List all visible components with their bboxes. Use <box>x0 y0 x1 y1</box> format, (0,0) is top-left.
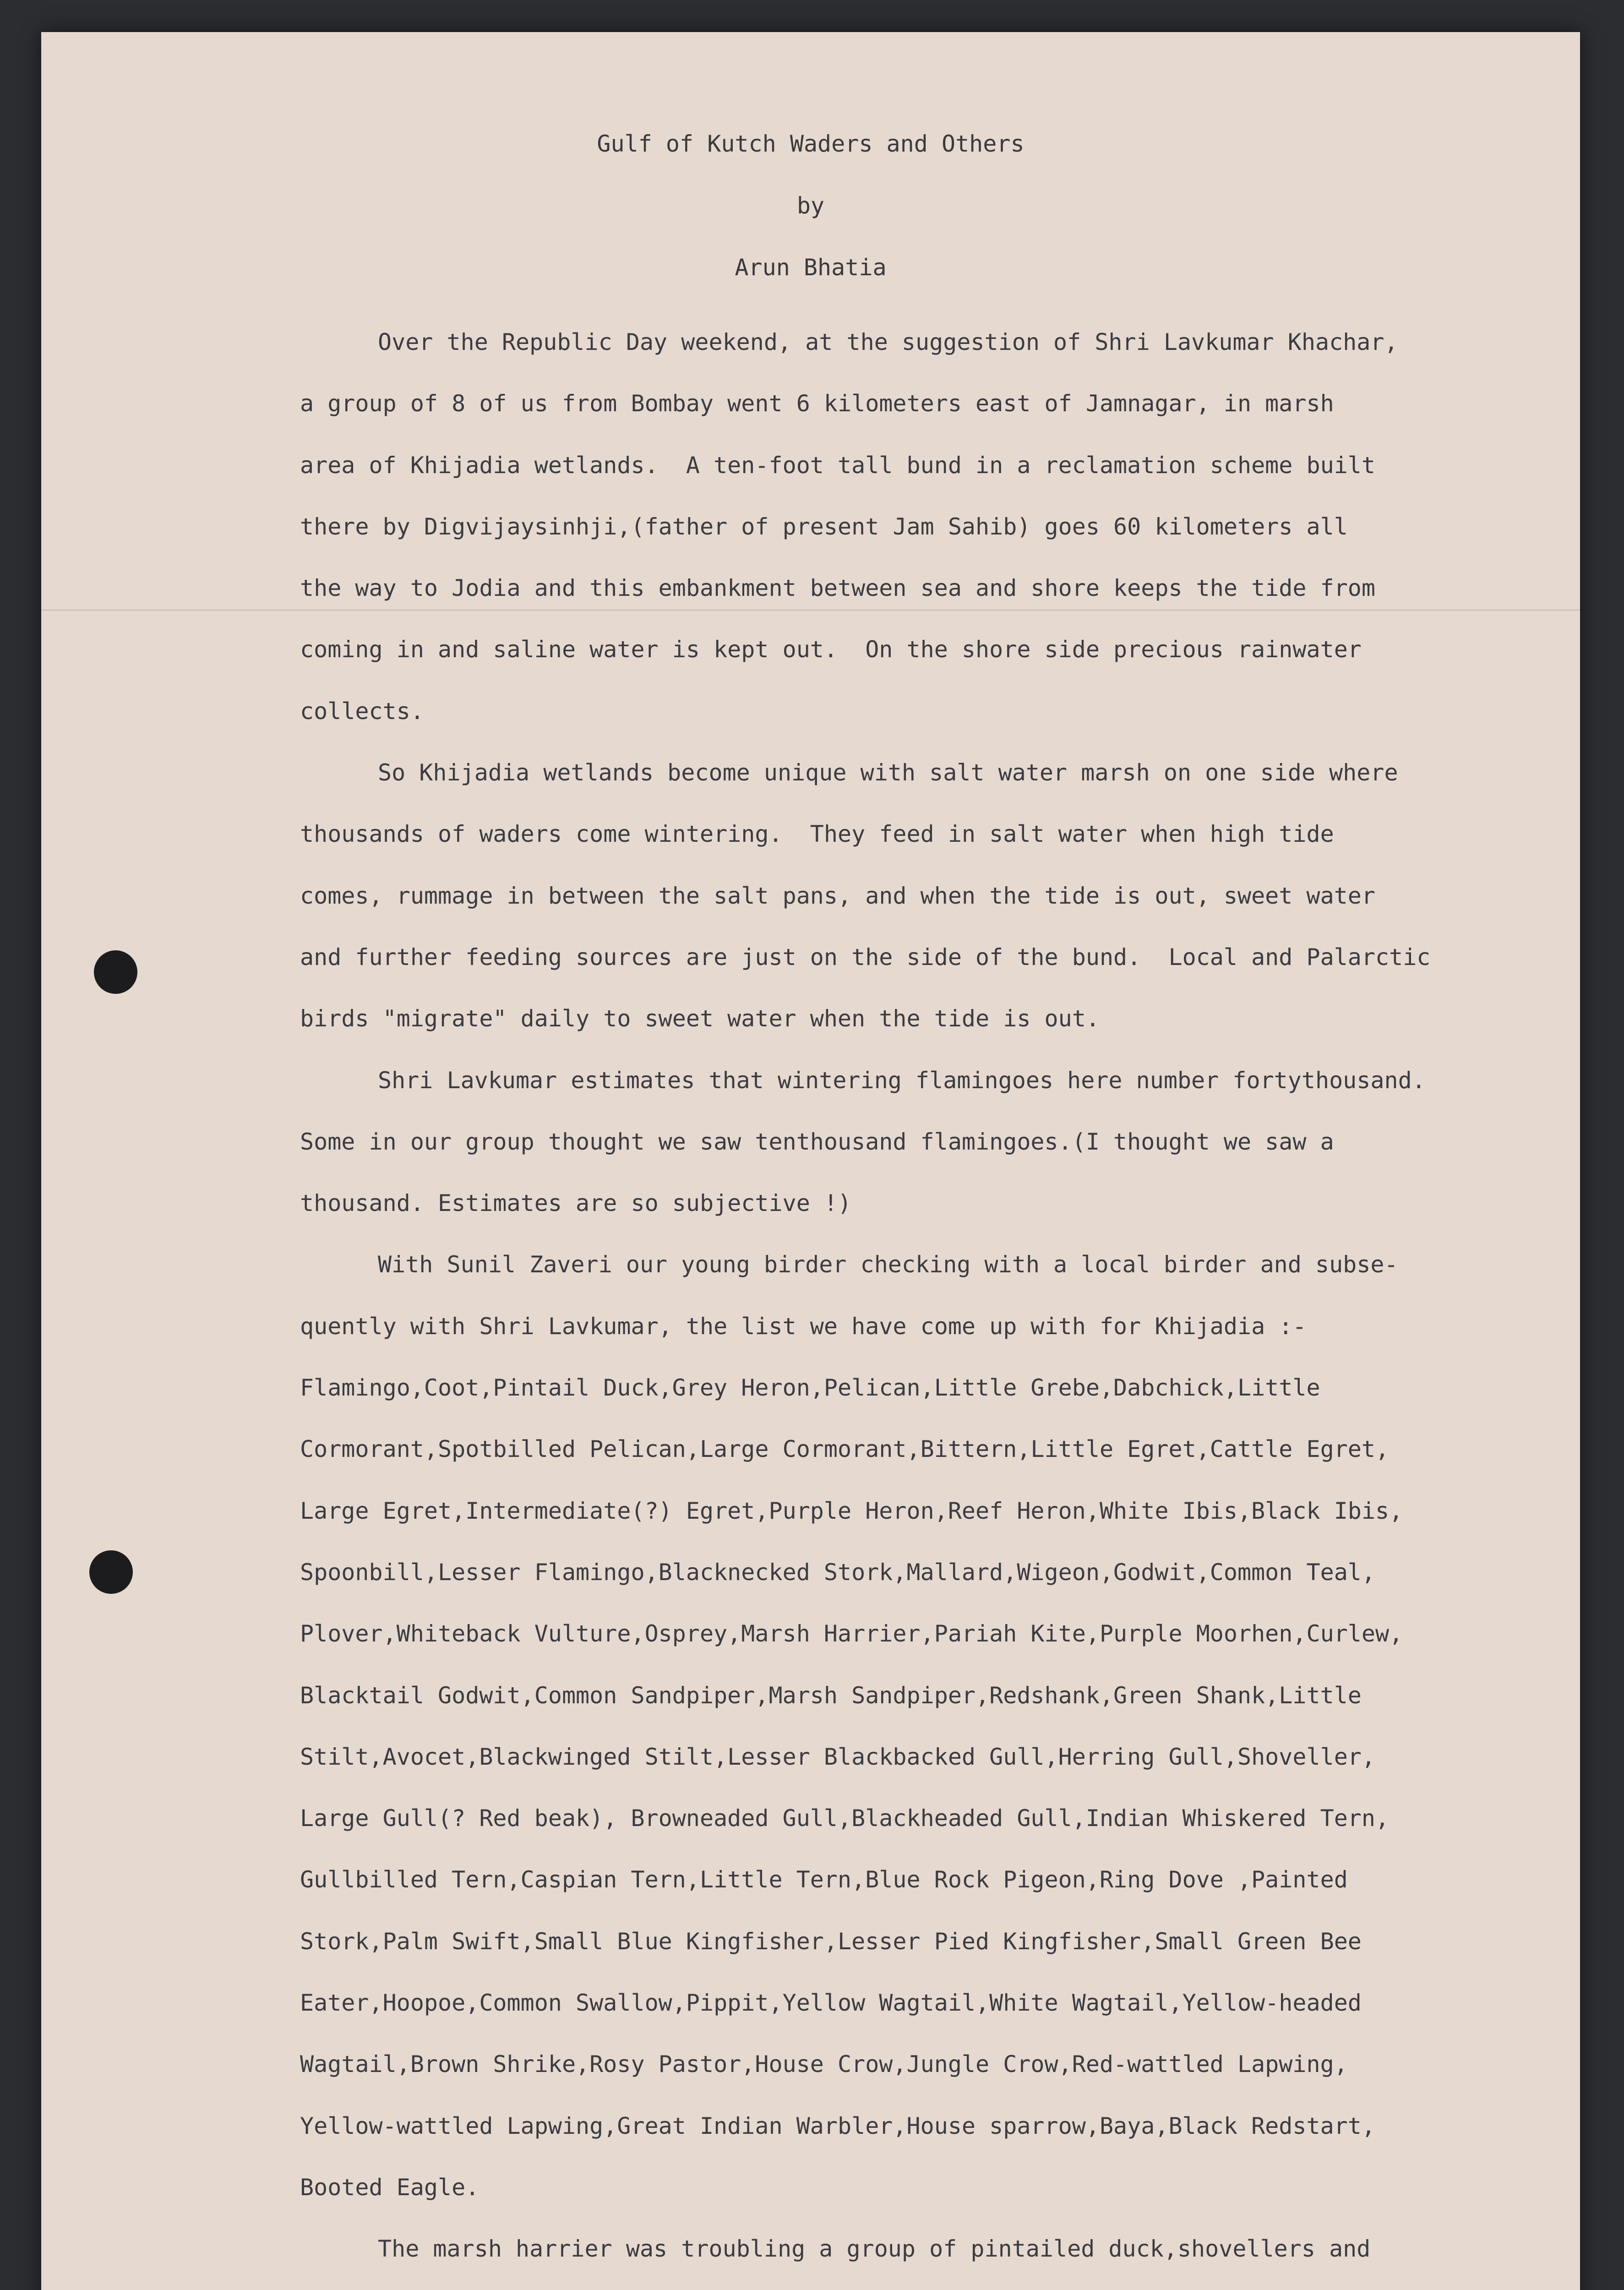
text-line: comes, rummage in between the salt pans, and when the tide is out, sweet water <box>300 882 1375 909</box>
text-line: Booted Eagle. <box>300 2174 480 2201</box>
text-line: Large Gull(? Red beak), Browneaded Gull,Blackheaded Gull,Indian Whiskered Tern, <box>300 1805 1390 1832</box>
text-line: Wagtail,Brown Shrike,Rosy Pastor,House Crow,Jungle Crow,Red-wattled Lapwing, <box>300 2051 1348 2078</box>
text-line: Plover,Whiteback Vulture,Osprey,Marsh Harrier,Pariah Kite,Purple Moorhen,Curlew, <box>300 1620 1403 1647</box>
text-line: Spoonbill,Lesser Flamingo,Blacknecked Stork,Mallard,Wigeon,Godwit,Common Teal, <box>300 1559 1375 1586</box>
text-line: coming in and saline water is kept out. On the shore side precious rainwater <box>300 636 1362 663</box>
text-line: area of Khijadia wetlands. A ten-foot tall bund in a reclamation scheme built <box>300 452 1375 479</box>
text-line: birds "migrate" daily to sweet water when the tide is out. <box>300 1005 1100 1032</box>
punch-hole <box>94 950 137 994</box>
text-line: the way to Jodia and this embankment between sea and shore keeps the tide from <box>300 575 1375 602</box>
text-line: Flamingo,Coot,Pintail Duck,Grey Heron,Pelican,Little Grebe,Dabchick,Little <box>300 1374 1320 1401</box>
text-line: Stilt,Avocet,Blackwinged Stilt,Lesser Blackbacked Gull,Herring Gull,Shoveller, <box>300 1743 1375 1770</box>
text-line: Stork,Palm Swift,Small Blue Kingfisher,Lesser Pied Kingfisher,Small Green Bee <box>300 1928 1362 1955</box>
text-line: thousand. Estimates are so subjective !) <box>300 1190 852 1217</box>
text-line: With Sunil Zaveri our young birder checking with a local birder and subse- <box>378 1251 1398 1278</box>
text-line: Shri Lavkumar estimates that wintering flamingoes here number fortythousand. <box>378 1067 1426 1094</box>
text-line: Cormorant,Spotbilled Pelican,Large Cormorant,Bittern,Little Egret,Cattle Egret, <box>300 1436 1390 1463</box>
text-line: quently with Shri Lavkumar, the list we have come up with for Khijadia :- <box>300 1313 1307 1340</box>
body-text <box>300 311 1624 2290</box>
text-line: Blacktail Godwit,Common Sandpiper,Marsh Sandpiper,Redshank,Green Shank,Little <box>300 1682 1362 1709</box>
document-title: Gulf of Kutch Waders and Others <box>597 131 1025 157</box>
text-line: Eater,Hoopoe,Common Swallow,Pippit,Yellow Wagtail,White Wagtail,Yellow-headed <box>300 1990 1362 2017</box>
text-line <box>300 2280 1624 2290</box>
text-line: Over the Republic Day weekend, at the suggestion of Shri Lavkumar Khachar, <box>378 329 1398 355</box>
text-line: thousands of waders come wintering. They feed in salt water when high tide <box>300 821 1334 848</box>
byline-by: by <box>796 192 825 219</box>
text-line: So Khijadia wetlands become unique with salt water marsh on one side where <box>378 759 1398 786</box>
text-line: Some in our group thought we saw tenthousand flamingoes.(I thought we saw a <box>300 1128 1334 1155</box>
text-line: and further feeding sources are just on the side of the bund. Local and Palarctic <box>300 943 1431 971</box>
text-line: Yellow-wattled Lapwing,Great Indian Warbler,House sparrow,Baya,Black Redstart, <box>300 2112 1375 2139</box>
text-line: The marsh harrier was troubling a group of pintailed duck,shovellers and <box>378 2235 1371 2263</box>
author-name: Arun Bhatia <box>735 254 887 281</box>
text-line: there by Digvijaysinhji,(father of present Jam Sahib) goes 60 kilometers all <box>300 513 1348 540</box>
punch-hole <box>89 1550 133 1594</box>
text-line: a group of 8 of us from Bombay went 6 kilometers east of Jamnagar, in marsh <box>300 390 1334 417</box>
text-line: Large Egret,Intermediate(?) Egret,Purple Heron,Reef Heron,White Ibis,Black Ibis, <box>300 1497 1403 1524</box>
text-line: Gullbilled Tern,Caspian Tern,Little Tern,Blue Rock Pigeon,Ring Dove ,Painted <box>300 1866 1348 1893</box>
text-line: collects. <box>300 698 424 725</box>
document-page <box>41 32 1580 2290</box>
